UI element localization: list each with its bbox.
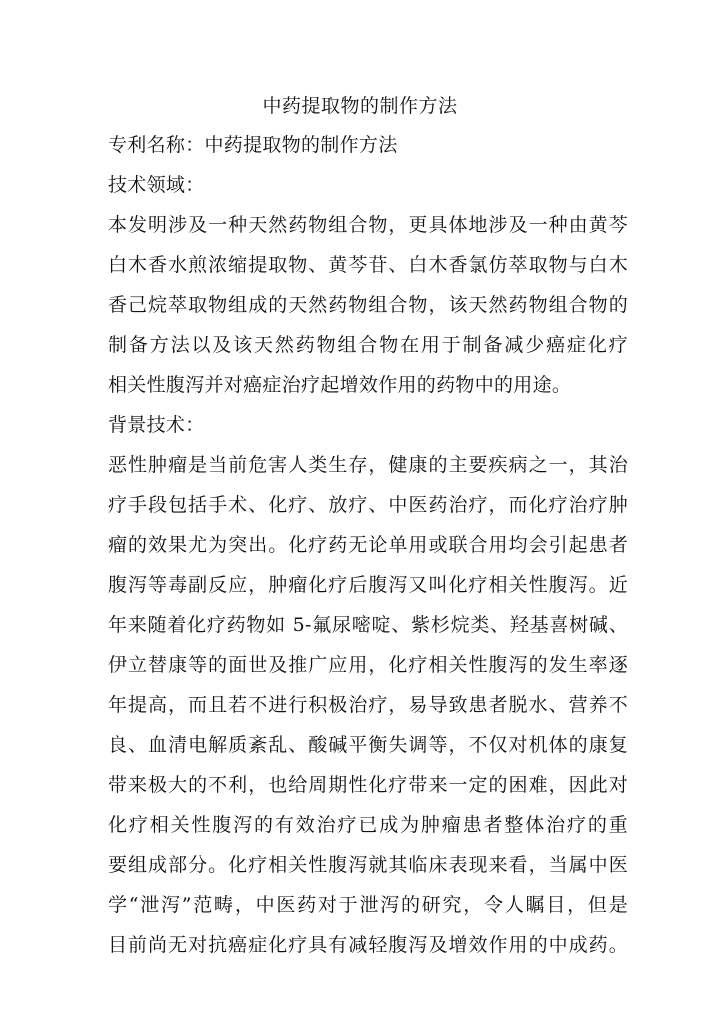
paragraph-line: 年来随着化疗药物如 5-氟尿嘧啶、紫杉烷类、羟基喜树碱、	[108, 614, 628, 636]
document-title: 中药提取物的制作方法	[262, 95, 458, 117]
paragraph-line: 目前尚无对抗癌症化疗具有减轻腹泻及增效作用的中成药。	[108, 934, 628, 956]
paragraph-line: 要组成部分。化疗相关性腹泻就其临床表现来看，当属中医	[108, 854, 628, 876]
paragraph-line: 学“泄泻”范畴，中医药对于泄泻的研究，令人瞩目，但是	[108, 894, 628, 916]
paragraph-line: 化疗相关性腹泻的有效治疗已成为肿瘤患者整体治疗的重	[108, 814, 628, 836]
patent-name-line: 专利名称：中药提取物的制作方法	[108, 134, 398, 156]
section-heading-background: 背景技术：	[108, 414, 205, 436]
paragraph-line: 香己烷萃取物组成的天然药物组合物，该天然药物组合物的	[108, 294, 628, 316]
paragraph-line: 年提高，而且若不进行积极治疗，易导致患者脱水、营养不	[108, 694, 628, 716]
paragraph-line: 带来极大的不利，也给周期性化疗带来一定的困难，因此对	[108, 774, 628, 796]
paragraph-line: 本发明涉及一种天然药物组合物，更具体地涉及一种由黄芩	[108, 214, 628, 236]
paragraph-line: 疗手段包括手术、化疗、放疗、中医药治疗，而化疗治疗肿	[108, 494, 628, 516]
paragraph-line: 伊立替康等的面世及推广应用，化疗相关性腹泻的发生率逐	[108, 654, 628, 676]
paragraph-line: 良、血清电解质紊乱、酸碱平衡失调等，不仅对机体的康复	[108, 734, 628, 756]
paragraph-line: 白木香水煎浓缩提取物、黄芩苷、白木香氯仿萃取物与白木	[108, 254, 628, 276]
paragraph-line: 相关性腹泻并对癌症治疗起增效作用的药物中的用途。	[108, 374, 572, 396]
paragraph-line: 恶性肿瘤是当前危害人类生存，健康的主要疾病之一，其治	[108, 454, 628, 476]
paragraph-line: 腹泻等毒副反应，肿瘤化疗后腹泻又叫化疗相关性腹泻。近	[108, 574, 628, 596]
section-heading-technical-field: 技术领域：	[108, 174, 205, 196]
paragraph-line: 瘤的效果尤为突出。化疗药无论单用或联合用均会引起患者	[108, 534, 628, 556]
paragraph-line: 制备方法以及该天然药物组合物在用于制备减少癌症化疗	[108, 334, 628, 356]
